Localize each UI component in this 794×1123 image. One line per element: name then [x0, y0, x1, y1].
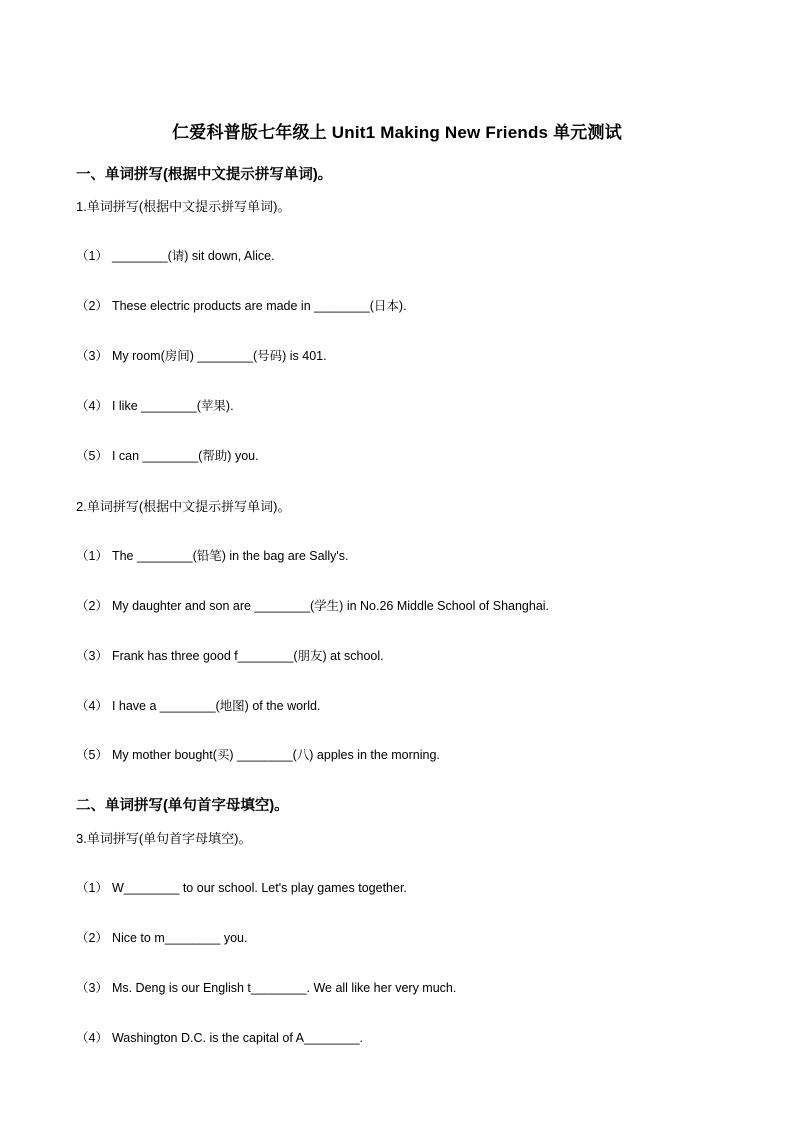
item-text: These electric products are made in ________(日本). — [111, 299, 407, 313]
item-number: （4） — [76, 699, 108, 713]
item-number: （5） — [76, 449, 108, 463]
item-number: （4） — [76, 1031, 108, 1045]
item-text: Nice to m________ you. — [111, 931, 248, 945]
section-heading-2: 二、单词拼写(单句首字母填空)。 — [76, 798, 289, 814]
question-3-item-2 — [76, 928, 247, 946]
item-number: （1） — [76, 549, 108, 563]
item-text: I have a ________(地图) of the world. — [111, 699, 321, 713]
item-text: W________ to our school. Let's play games together. — [111, 881, 407, 895]
question-3-item-3 — [76, 978, 456, 996]
question-2-item-1 — [76, 546, 349, 564]
question-stem-2: 2.单词拼写(根据中文提示拼写单词)。 — [76, 499, 291, 514]
item-number: （4） — [76, 399, 108, 413]
item-number: （3） — [76, 981, 108, 995]
question-1-item-4 — [76, 396, 234, 414]
question-stem-3: 3.单词拼写(单句首字母填空)。 — [76, 831, 252, 846]
question-1-item-3 — [76, 346, 327, 364]
item-number: （5） — [76, 748, 108, 762]
question-3-item-4 — [76, 1028, 363, 1046]
question-3-item-1 — [76, 878, 407, 896]
item-number: （3） — [76, 649, 108, 663]
question-1-item-5 — [76, 446, 259, 464]
item-text: My daughter and son are ________(学生) in No.26 Middle School of Shanghai. — [111, 599, 550, 613]
question-1-item-1 — [76, 246, 275, 264]
item-text: I can ________(帮助) you. — [111, 449, 259, 463]
question-2-item-4 — [76, 696, 320, 714]
item-number: （2） — [76, 931, 108, 945]
question-1-item-2 — [76, 296, 407, 314]
item-text: Washington D.C. is the capital of A________. — [111, 1031, 364, 1045]
section-heading-1: 一、单词拼写(根据中文提示拼写单词)。 — [76, 167, 333, 183]
question-2-item-3 — [76, 646, 384, 664]
item-text: ________(请) sit down, Alice. — [111, 249, 275, 263]
item-number: （3） — [76, 349, 108, 363]
item-number: （2） — [76, 299, 108, 313]
page-title: 仁爱科普版七年级上 Unit1 Making New Friends 单元测试 — [172, 123, 622, 142]
item-text: The ________(铅笔) in the bag are Sally's. — [111, 549, 349, 563]
item-text: My room(房间) ________(号码) is 401. — [111, 349, 327, 363]
item-text: Frank has three good f________(朋友) at school. — [111, 649, 384, 663]
item-number: （1） — [76, 249, 108, 263]
question-2-item-5 — [76, 745, 440, 763]
item-text: My mother bought(买) ________(八) apples in the morning. — [111, 748, 440, 762]
item-number: （1） — [76, 881, 108, 895]
question-2-item-2 — [76, 596, 549, 614]
question-stem-1: 1.单词拼写(根据中文提示拼写单词)。 — [76, 199, 291, 214]
item-text: Ms. Deng is our English t________. We all like her very much. — [111, 981, 457, 995]
item-number: （2） — [76, 599, 108, 613]
item-text: I like ________(苹果). — [111, 399, 234, 413]
